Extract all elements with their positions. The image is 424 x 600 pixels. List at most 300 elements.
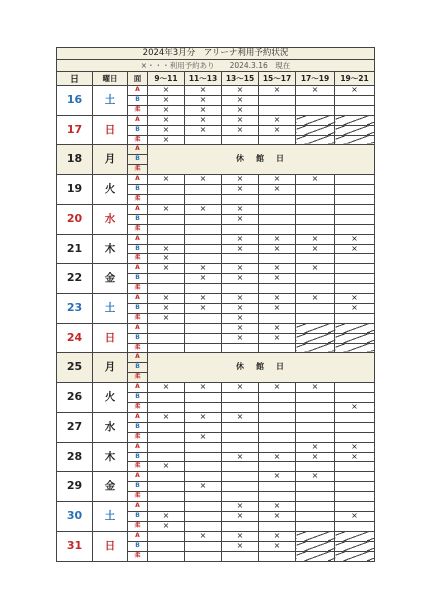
open-slot	[335, 383, 375, 393]
open-slot	[259, 343, 296, 353]
day-number: 28	[57, 442, 93, 472]
open-slot	[296, 185, 335, 195]
reserved-mark: ×	[296, 452, 335, 462]
open-slot	[222, 343, 259, 353]
open-slot	[335, 214, 375, 224]
header-weekday: 曜日	[93, 72, 128, 86]
open-slot	[335, 194, 375, 204]
day-number: 16	[57, 86, 93, 116]
court-label: A	[128, 323, 148, 333]
open-slot	[259, 254, 296, 264]
reserved-mark: ×	[335, 403, 375, 413]
open-slot	[185, 224, 222, 234]
reserved-mark: ×	[259, 115, 296, 125]
header-slot-4: 17～19	[296, 72, 335, 86]
reserved-mark: ×	[259, 234, 296, 244]
open-slot	[296, 313, 335, 323]
weekday-label: 木	[93, 234, 128, 264]
open-slot	[335, 482, 375, 492]
reserved-mark: ×	[259, 294, 296, 304]
open-slot	[148, 541, 185, 551]
table-row	[57, 323, 375, 333]
open-slot	[259, 442, 296, 452]
weekday-label: 日	[93, 531, 128, 561]
day-number: 17	[57, 115, 93, 145]
open-slot	[259, 403, 296, 413]
open-slot	[335, 462, 375, 472]
court-label: B	[128, 422, 148, 432]
reserved-mark: ×	[222, 105, 259, 115]
open-slot	[185, 185, 222, 195]
reserved-mark: ×	[259, 452, 296, 462]
open-slot	[335, 422, 375, 432]
court-label: A	[128, 264, 148, 274]
court-label: 柔	[128, 105, 148, 115]
court-label: A	[128, 204, 148, 214]
reserved-mark: ×	[222, 412, 259, 422]
day-number: 26	[57, 383, 93, 413]
court-label: 柔	[128, 254, 148, 264]
open-slot	[185, 284, 222, 294]
weekday-label: 金	[93, 264, 128, 294]
reserved-mark: ×	[259, 244, 296, 254]
reserved-mark: ×	[259, 323, 296, 333]
reserved-mark: ×	[259, 274, 296, 284]
court-label: A	[128, 294, 148, 304]
day-number: 24	[57, 323, 93, 353]
open-slot	[296, 462, 335, 472]
open-slot	[296, 194, 335, 204]
weekday-label: 火	[93, 383, 128, 413]
court-label: A	[128, 115, 148, 125]
reserved-mark: ×	[185, 95, 222, 105]
open-slot	[335, 204, 375, 214]
reserved-mark: ×	[185, 412, 222, 422]
reserved-mark: ×	[222, 115, 259, 125]
weekday-label: 木	[93, 442, 128, 472]
reserved-mark: ×	[148, 244, 185, 254]
unavailable-slot	[335, 135, 375, 145]
reserved-mark: ×	[222, 175, 259, 185]
reserved-mark: ×	[259, 383, 296, 393]
reserved-mark: ×	[185, 303, 222, 313]
open-slot	[335, 521, 375, 531]
reserved-mark: ×	[148, 86, 185, 96]
table-row	[57, 264, 375, 274]
open-slot	[222, 135, 259, 145]
open-slot	[148, 452, 185, 462]
reserved-mark: ×	[148, 264, 185, 274]
day-number: 25	[57, 353, 93, 383]
open-slot	[296, 502, 335, 512]
open-slot	[185, 403, 222, 413]
reserved-mark: ×	[296, 472, 335, 482]
open-slot	[185, 472, 222, 482]
reserved-mark: ×	[222, 323, 259, 333]
open-slot	[335, 95, 375, 105]
open-slot	[185, 343, 222, 353]
day-number: 31	[57, 531, 93, 561]
unavailable-slot	[296, 323, 335, 333]
reserved-mark: ×	[222, 502, 259, 512]
court-label: A	[128, 145, 148, 155]
open-slot	[148, 422, 185, 432]
open-slot	[259, 214, 296, 224]
reserved-mark: ×	[222, 204, 259, 214]
reserved-mark: ×	[259, 303, 296, 313]
court-label: B	[128, 303, 148, 313]
reserved-mark: ×	[185, 294, 222, 304]
open-slot	[296, 422, 335, 432]
court-label: B	[128, 214, 148, 224]
reserved-mark: ×	[296, 175, 335, 185]
table-row	[57, 531, 375, 541]
reserved-mark: ×	[148, 254, 185, 264]
unavailable-slot	[335, 531, 375, 541]
open-slot	[222, 422, 259, 432]
reserved-mark: ×	[259, 185, 296, 195]
reserved-mark: ×	[148, 204, 185, 214]
reservation-table	[56, 47, 375, 562]
weekday-label: 土	[93, 502, 128, 532]
open-slot	[259, 422, 296, 432]
open-slot	[148, 234, 185, 244]
open-slot	[185, 393, 222, 403]
reserved-mark: ×	[222, 541, 259, 551]
open-slot	[148, 343, 185, 353]
open-slot	[148, 403, 185, 413]
unavailable-slot	[335, 541, 375, 551]
open-slot	[259, 105, 296, 115]
open-slot	[185, 492, 222, 502]
reserved-mark: ×	[259, 511, 296, 521]
weekday-label: 日	[93, 115, 128, 145]
court-label: B	[128, 185, 148, 195]
reserved-mark: ×	[222, 95, 259, 105]
reserved-mark: ×	[259, 175, 296, 185]
open-slot	[148, 284, 185, 294]
court-label: 柔	[128, 432, 148, 442]
open-slot	[296, 432, 335, 442]
open-slot	[222, 462, 259, 472]
court-label: 柔	[128, 492, 148, 502]
closed-day-label: 休 館 日	[148, 353, 375, 383]
reserved-mark: ×	[185, 125, 222, 135]
reserved-mark: ×	[148, 115, 185, 125]
open-slot	[185, 323, 222, 333]
open-slot	[259, 482, 296, 492]
reserved-mark: ×	[335, 294, 375, 304]
reserved-mark: ×	[148, 125, 185, 135]
open-slot	[296, 492, 335, 502]
court-label: A	[128, 412, 148, 422]
weekday-label: 火	[93, 175, 128, 205]
reserved-mark: ×	[185, 383, 222, 393]
open-slot	[296, 482, 335, 492]
unavailable-slot	[335, 323, 375, 333]
open-slot	[335, 412, 375, 422]
reserved-mark: ×	[185, 531, 222, 541]
open-slot	[222, 194, 259, 204]
header-slot-1: 11～13	[185, 72, 222, 86]
open-slot	[296, 303, 335, 313]
open-slot	[185, 234, 222, 244]
court-label: 柔	[128, 165, 148, 175]
open-slot	[259, 492, 296, 502]
open-slot	[222, 224, 259, 234]
open-slot	[259, 194, 296, 204]
reserved-mark: ×	[335, 452, 375, 462]
unavailable-slot	[296, 333, 335, 343]
open-slot	[335, 264, 375, 274]
court-label: 柔	[128, 373, 148, 383]
reserved-mark: ×	[296, 234, 335, 244]
reserved-mark: ×	[222, 511, 259, 521]
open-slot	[296, 511, 335, 521]
weekday-label: 月	[93, 145, 128, 175]
reserved-mark: ×	[185, 204, 222, 214]
reserved-mark: ×	[222, 333, 259, 343]
court-label: A	[128, 234, 148, 244]
table-row	[57, 115, 375, 125]
open-slot	[335, 472, 375, 482]
day-number: 23	[57, 294, 93, 324]
open-slot	[335, 313, 375, 323]
open-slot	[148, 502, 185, 512]
open-slot	[185, 551, 222, 561]
open-slot	[148, 531, 185, 541]
unavailable-slot	[335, 115, 375, 125]
reserved-mark: ×	[185, 432, 222, 442]
open-slot	[259, 135, 296, 145]
open-slot	[148, 185, 185, 195]
reserved-mark: ×	[222, 303, 259, 313]
court-label: B	[128, 541, 148, 551]
legend-text: ×・・・利用予約あり 2024.3.16 現在	[57, 60, 375, 72]
reserved-mark: ×	[296, 86, 335, 96]
open-slot	[296, 403, 335, 413]
open-slot	[335, 274, 375, 284]
court-label: 柔	[128, 224, 148, 234]
table-row	[57, 204, 375, 214]
reserved-mark: ×	[296, 244, 335, 254]
reserved-mark: ×	[185, 482, 222, 492]
weekday-label: 水	[93, 204, 128, 234]
reserved-mark: ×	[148, 175, 185, 185]
open-slot	[185, 502, 222, 512]
open-slot	[296, 284, 335, 294]
reserved-mark: ×	[222, 244, 259, 254]
open-slot	[335, 224, 375, 234]
open-slot	[222, 482, 259, 492]
open-slot	[185, 422, 222, 432]
court-label: A	[128, 353, 148, 363]
unavailable-slot	[296, 531, 335, 541]
open-slot	[259, 284, 296, 294]
open-slot	[296, 105, 335, 115]
day-number: 21	[57, 234, 93, 264]
reserved-mark: ×	[148, 511, 185, 521]
unavailable-slot	[296, 343, 335, 353]
reserved-mark: ×	[335, 86, 375, 96]
reserved-mark: ×	[296, 264, 335, 274]
open-slot	[259, 432, 296, 442]
open-slot	[259, 393, 296, 403]
page-title: 2024年3月分 アリーナ利用予約状況	[57, 48, 375, 60]
reserved-mark: ×	[259, 333, 296, 343]
reserved-mark: ×	[335, 442, 375, 452]
reserved-mark: ×	[335, 303, 375, 313]
open-slot	[185, 442, 222, 452]
court-label: A	[128, 86, 148, 96]
open-slot	[148, 393, 185, 403]
open-slot	[296, 95, 335, 105]
header-row	[57, 72, 375, 86]
reserved-mark: ×	[185, 86, 222, 96]
open-slot	[335, 492, 375, 502]
reserved-mark: ×	[185, 274, 222, 284]
reserved-mark: ×	[222, 125, 259, 135]
reserved-mark: ×	[259, 86, 296, 96]
reserved-mark: ×	[259, 264, 296, 274]
unavailable-slot	[296, 125, 335, 135]
open-slot	[148, 274, 185, 284]
open-slot	[296, 214, 335, 224]
court-label: 柔	[128, 194, 148, 204]
open-slot	[222, 254, 259, 264]
open-slot	[148, 224, 185, 234]
reserved-mark: ×	[222, 234, 259, 244]
court-label: 柔	[128, 284, 148, 294]
unavailable-slot	[296, 135, 335, 145]
reserved-mark: ×	[185, 175, 222, 185]
open-slot	[335, 254, 375, 264]
open-slot	[259, 462, 296, 472]
open-slot	[259, 224, 296, 234]
reserved-mark: ×	[148, 521, 185, 531]
reserved-mark: ×	[259, 125, 296, 135]
court-label: A	[128, 442, 148, 452]
open-slot	[296, 224, 335, 234]
open-slot	[296, 412, 335, 422]
header-day: 日	[57, 72, 93, 86]
unavailable-slot	[335, 333, 375, 343]
open-slot	[148, 323, 185, 333]
reserved-mark: ×	[148, 95, 185, 105]
open-slot	[222, 551, 259, 561]
weekday-label: 土	[93, 294, 128, 324]
reserved-mark: ×	[296, 294, 335, 304]
open-slot	[335, 432, 375, 442]
reserved-mark: ×	[335, 244, 375, 254]
open-slot	[259, 551, 296, 561]
reserved-mark: ×	[185, 264, 222, 274]
open-slot	[185, 194, 222, 204]
reserved-mark: ×	[148, 383, 185, 393]
weekday-label: 水	[93, 412, 128, 442]
court-label: 柔	[128, 313, 148, 323]
closed-day-label: 休 館 日	[148, 145, 375, 175]
open-slot	[148, 432, 185, 442]
weekday-label: 月	[93, 353, 128, 383]
open-slot	[148, 551, 185, 561]
open-slot	[296, 521, 335, 531]
open-slot	[222, 442, 259, 452]
open-slot	[185, 521, 222, 531]
unavailable-slot	[296, 115, 335, 125]
reserved-mark: ×	[222, 185, 259, 195]
header-slot-2: 13～15	[222, 72, 259, 86]
court-label: B	[128, 95, 148, 105]
day-number: 29	[57, 472, 93, 502]
open-slot	[335, 175, 375, 185]
header-slot-5: 19～21	[335, 72, 375, 86]
open-slot	[259, 313, 296, 323]
reserved-mark: ×	[148, 462, 185, 472]
table-row	[57, 175, 375, 185]
unavailable-slot	[335, 125, 375, 135]
court-label: 柔	[128, 403, 148, 413]
court-label: A	[128, 472, 148, 482]
open-slot	[185, 452, 222, 462]
unavailable-slot	[296, 541, 335, 551]
header-court: 面	[128, 72, 148, 86]
court-label: B	[128, 511, 148, 521]
reserved-mark: ×	[335, 234, 375, 244]
court-label: A	[128, 383, 148, 393]
court-label: B	[128, 274, 148, 284]
court-label: A	[128, 502, 148, 512]
day-number: 18	[57, 145, 93, 175]
court-label: B	[128, 155, 148, 165]
open-slot	[296, 204, 335, 214]
unavailable-slot	[335, 343, 375, 353]
open-slot	[259, 521, 296, 531]
open-slot	[185, 462, 222, 472]
header-slot-0: 9～11	[148, 72, 185, 86]
open-slot	[185, 214, 222, 224]
table-row	[57, 442, 375, 452]
court-label: B	[128, 244, 148, 254]
reserved-mark: ×	[222, 86, 259, 96]
reserved-mark: ×	[222, 264, 259, 274]
table-row	[57, 86, 375, 96]
weekday-label: 金	[93, 472, 128, 502]
open-slot	[185, 313, 222, 323]
open-slot	[259, 95, 296, 105]
table-row	[57, 234, 375, 244]
reserved-mark: ×	[259, 472, 296, 482]
court-label: 柔	[128, 521, 148, 531]
court-label: 柔	[128, 551, 148, 561]
reserved-mark: ×	[148, 303, 185, 313]
reserved-mark: ×	[222, 294, 259, 304]
court-label: B	[128, 452, 148, 462]
open-slot	[335, 393, 375, 403]
day-number: 27	[57, 412, 93, 442]
open-slot	[222, 472, 259, 482]
reserved-mark: ×	[185, 105, 222, 115]
court-label: 柔	[128, 343, 148, 353]
open-slot	[148, 333, 185, 343]
open-slot	[222, 521, 259, 531]
reserved-mark: ×	[259, 541, 296, 551]
court-label: A	[128, 531, 148, 541]
day-number: 30	[57, 502, 93, 532]
open-slot	[148, 194, 185, 204]
court-label: B	[128, 125, 148, 135]
reserved-mark: ×	[259, 502, 296, 512]
